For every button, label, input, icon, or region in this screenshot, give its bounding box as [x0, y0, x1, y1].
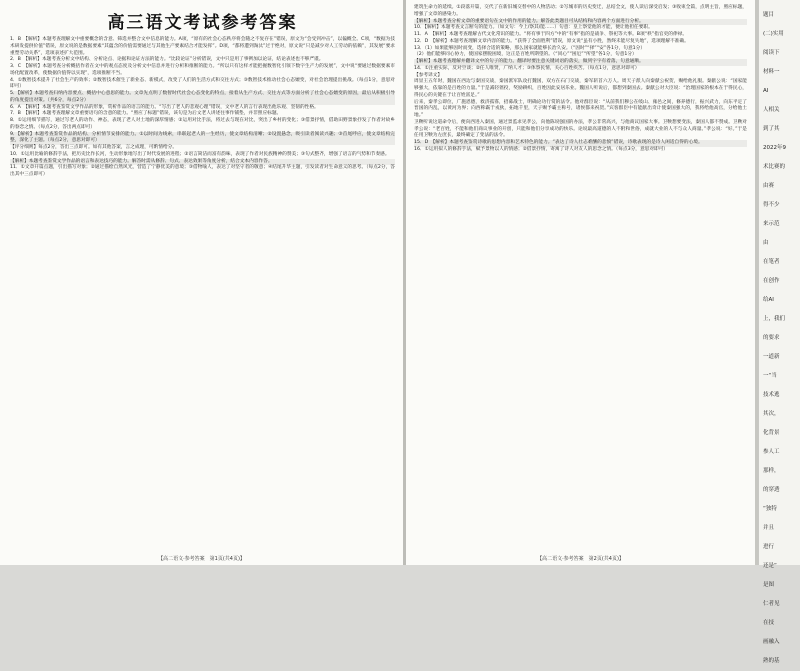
edge-line: 的要求 [763, 335, 780, 341]
edge-line: “独特 [763, 506, 777, 512]
answer-paragraph: （2）他们能够同心协力，使国家摆脱困境，这正是百姓所期望的。（“同心”“困厄”“所望”各1分，句意1分） [414, 52, 637, 58]
answer-paragraph: 2．B 【解析】本题考查分析文中结构、分析论点、论据和论证方法的能力。“比较论证”分析错误，文中只是用了事例加以论证，结论表述也不够严谨。 [10, 57, 324, 63]
edge-line: 是图 [763, 582, 775, 588]
edge-line: 来示范 [763, 221, 780, 227]
edge-line: 阅读下 [763, 50, 780, 56]
edge-line: 人相关 [763, 107, 780, 113]
edge-line: AI [763, 88, 769, 94]
answer-paragraph: 10．①运用比喻的修辞手法，把历史比作长河，生动形象地写出了时代发展的进程；②语言简洁而富有韵味，表现了作者对民族精神的赞美；③句式整齐，增强了语言的气势和节奏感。 [10, 151, 390, 157]
answer-paragraph: 6．A 【解析】本题考查鉴赏文学作品的形象，赏析作品的语言的能力。“写出了老人的悲观心理”错误，文中老人的言行表现出他乐观、坚韧的性格。 [10, 104, 319, 110]
answer-paragraph: 3．C 【解析】本题考查分析概括作者在文中的观点态度及分析文中信息并进行分析和推断的能力。“所以只有这样才能把握数智化引领下数字生产力的发展”，文中说“要通过数据要素市场化配置改革，使数据价值得以实现”，选项推断不当。 [10, 64, 395, 76]
page-footer: 【高二语文·参考答案 第2页(共4页)】 [537, 556, 624, 562]
analysis-paragraph: 【解析】本题考查分析文章的重要语句在文中的作用的能力。解答此类题目可从结构和内容两个方面进行分析。 [414, 19, 747, 26]
edge-line: (二)实用 [763, 31, 784, 37]
edge-line: 在笔者 [763, 259, 780, 265]
answer-page-1 [0, 0, 403, 565]
edge-line: 在创作 [763, 278, 780, 284]
page-title: 高三语文考试参考答案 [107, 13, 298, 33]
answer-paragraph: 建筑生命力的延续。①段落开篇，交代了在新旧城交替中的人物活动；②写城市的历史变迁，总结全文，使人读后深受启发；③收束全篇，点明主旨，照应标题，增强了文章的感染力。 [414, 5, 747, 17]
edge-line: 材料一 [763, 69, 780, 75]
answer-paragraph: 11．A 【解析】本题考查理解古代文化常识的能力。“将有事于四方”中的“有事”指的是战争、祭祀等大事。B项“秩”指官吏的俸禄。 [414, 32, 688, 37]
edge-line: 熟的基 [763, 658, 780, 664]
analysis-paragraph: 【解析】本题考查鉴赏文学作品的语言和表达技巧的能力。解答时需从修辞、句式、表达效果等角度分析，结合文本内容作答。 [10, 159, 395, 166]
edge-line: 由赛 [763, 183, 775, 189]
next-page-edge [758, 0, 800, 664]
answer-paragraph: 8．①运用细节描写，通过写老人的动作、神态，表现了老人对土地的深厚情感；②运用对比手法，将过去与现在对比，突出了乡村的变化；③借景抒情，借助田野景象抒发了作者对故乡的眷恋之情。（每点2分，答出两点即可） [10, 118, 395, 130]
edge-line: 一“当 [763, 373, 777, 379]
edge-line: 到了其 [763, 126, 780, 132]
edge-line: 术比赛的 [763, 164, 786, 170]
analysis-paragraph: 9．【解析】本题考查鉴赏作品的结构、分析情节安排的能力。①以时间为线索，串联起老人的一生经历，使文章结构清晰；②设置悬念，吸引读者阅读兴趣；③首尾呼应，使文章结构完整，深化了主题。（每点2分，意思对即可） [10, 131, 395, 144]
answer-page-2 [406, 0, 755, 565]
answer-paragraph: 1．B 【解析】本题考查理解文中重要概念的含意、筛选并整合文中信息的能力。A项，“原有的社会心态秩序将会随之不复存在”错误，原文为“会受到冲击”，以偏概全。C项，“数据为技术研发提供价值”错误，原文说的是数据要素“其蕴含的价值需要通过与其他生产要素结合才能发挥”。D项，“都将遭到淘汰”过于绝对，原文说“只是减少对人工劳动的依赖”，其发展“要求重塑劳动关系”，选项表述扩大范围。 [10, 37, 395, 56]
translation-paragraph: 卫鞅听说这道命令后，便向西进入秦国，通过景监求见孝公，向他陈说强国的办法，孝公非常高兴，与他商议国家大事。卫鞅想要变法，秦国人都不赞成。卫鞅对孝公说：“老百姓，不能和他们商议事业的开创，只能和他们分享成功的快乐。论说最高道德的人不附和世俗，成就大业的人不与众人商量。”孝公说：“好。”于是任用卫鞅为左庶长，最终确定了变法的法令。 [414, 119, 747, 139]
answer-paragraph: 7．B 【解析】本题考查理解文章重要语句的含意的能力。“照应了标题”错误，该句是为后文老人讲述往事作铺垫，并非照应标题。 [10, 111, 282, 117]
edge-line: 2022年9 [763, 145, 786, 151]
answer-paragraph: 16．①运用拟人的修辞手法，赋予景物以人的情感；②借景抒情，寄寓了诗人对友人的思念之情。（每点3分，意思对即可） [414, 146, 669, 152]
edge-line: 给AI [763, 297, 774, 303]
edge-line: 技术逃 [763, 392, 780, 398]
edge-line: 在技 [763, 620, 775, 626]
edge-line: 还是“ [763, 563, 777, 569]
edge-line: 得不少 [763, 202, 780, 208]
analysis-paragraph: 5．【解析】本题考查归纳内容要点、概括中心意思的能力。文章先点明了数智时代社会心态变化的特点，接着从生产方式、交往方式等方面分析了社会心态嬗变的原因，最后从积极引导的角度提出对策。（共6分，每点2分） [10, 91, 395, 103]
answer-paragraph: 14．①注重实际，反对空谈；②任人唯贤，广纳人才；③体察民情，关心百姓疾苦。（每点1分，意思对即可） [414, 65, 640, 71]
edge-line: 参人工 [763, 449, 780, 455]
edge-line: 一道新 [763, 354, 780, 360]
translation-paragraph: 周显王五年时，魏国在西边与秦国交战，秦国派军队攻打魏国，双方在石门交战，秦军斩首六万人。周天子派人向秦献公祝贺，赐给他礼服。秦献公说：“国家能够强大，依靠的是百姓的力量。”于是减轻徭役，奖励耕织，百姓因此安居乐业。魏国人听说后，都想到秦国去。秦献公对大臣说：“治理国家的根本在于得民心，得民心的关键在于让百姓富足。” [414, 79, 747, 98]
edge-line: 上，我们 [763, 316, 786, 322]
answer-paragraph: 10．【解析】本题考查文言断句的能力。（如文句：今上/察其/能……）句意：皇上察觉他的才能，便让他担任要职。 [414, 25, 653, 31]
edge-line: 画融入 [763, 639, 780, 645]
edge-text-lines [763, 6, 800, 671]
translation-heading: 【参考译文】 [414, 72, 443, 78]
answer-paragraph: 12．D 【解析】本题考查理解文章内容的能力。“获得了全面胜利”错误，原文说“虽有小胜，然终未能尽复失地”，选项理解不准确。 [414, 38, 689, 44]
edge-line: 化背景 [763, 430, 780, 436]
edge-line: 并且 [763, 525, 775, 531]
edge-line: 仁者见 [763, 601, 780, 607]
answer-paragraph: 4．①数智技术提升了社会生产的效率；②数智技术催生了新业态、新模式，改变了人们的生活方式和交往方式；③数智技术推动社会心态嬗变，对社会治理提出挑战。（每点1分，意思对即可） [10, 77, 395, 90]
edge-line: 进行 [763, 544, 775, 550]
page-footer: 【高二语文·参考答案 第1页(共4页)】 [158, 556, 245, 562]
edge-line: 其次， [763, 411, 780, 417]
answer-paragraph: 13．（1）如果能够因时而变，选择合适的策略，那么国家就能够长治久安。（“因时”“择”“安”各1分，句意1分） [414, 45, 646, 51]
edge-line: 由 [763, 240, 769, 246]
analysis-paragraph: 【解析】本题考查理解并翻译文中的句子的能力。翻译时要注意关键词语的落实，做到字字有着落，句意通顺。 [414, 59, 747, 66]
edge-line: 题目 [763, 12, 775, 18]
edge-line: 的穿透 [763, 487, 780, 493]
scoring-note: 【评分细则】每点2分，答出三点即可。如有其他答案，言之成理，可酌情给分。 [10, 145, 178, 150]
translation-paragraph: 后来，秦孝公即位，广施恩德，救济孤寡，招募战士，明确论功行赏的法令。他对群臣说：“从前我们穆公在岐山、雍邑之间，修养德行，振兴武力，向东平定了晋国的内乱，以黄河为界；向西称霸于戎狄，拓地千里，天子赐予霸主称号，诸侯都来祝贺。”宾客群臣中有能献出奇计使秦国强大的，我将给他高官，分给他土地。” [414, 99, 747, 118]
edge-line: 那样， [763, 468, 780, 474]
answer-paragraph: 11．①文章开篇点题，引出描写对象；②通过描绘自然风光，营造了宁静优美的意境；③借物喻人，表达了对坚守者的敬意；④结尾升华主题，引发读者对生命意义的思考。（每点2分，答出其中三点即可） [10, 165, 395, 177]
answer-paragraph: 15．D 【解析】本题考查鉴赏诗歌的思想内容和艺术特色的能力。“表达了诗人壮志难酬的悲愤”错误，诗歌表现的是诗人闲适自得的心境。 [414, 140, 747, 147]
